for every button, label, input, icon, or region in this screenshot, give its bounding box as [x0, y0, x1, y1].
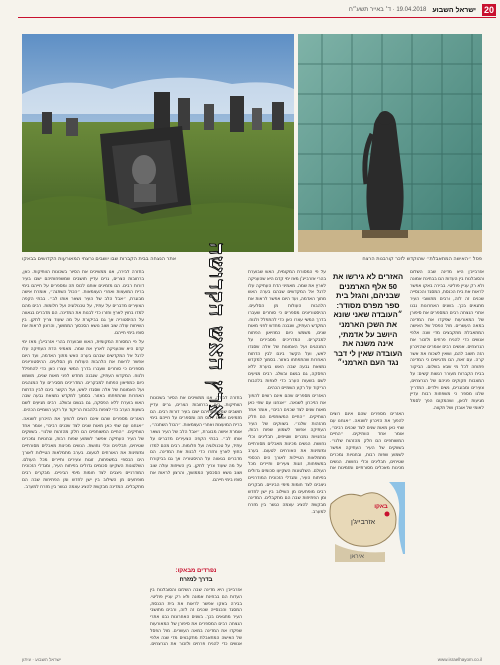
caption-statue: פסל ״האישה המתאבלת״ שהוקדש לזכר קורבנות הרצח — [362, 256, 482, 262]
article-column-5 — [22, 270, 144, 646]
caption-cemetery: אתר הנצחה בבית הקברות שבו יושבים נרצחי המאורעות הקדושים בבאקו — [22, 256, 177, 262]
map-neighbor-label: איראן — [350, 554, 364, 560]
header-rule — [18, 17, 496, 18]
page-number: 20 — [484, 5, 495, 15]
map-capital-label: באקו — [374, 504, 388, 510]
column-text-3: האזרים מספרים שהם אינם רוצים להפוך את הזיכרון לשנאה. ״אנחנו עם שחי כאן מאות שנים לצד שכנים רבים״, אומר אחד הוותיקים. ״החיים המשותפים הם חלק מהזהות שלנו״. בשווקים של העיר העתיקה אפשר לשמוע שפות רבות, ובחנויות נמכרים שטיחים, תבלינים וכלי נחושת. הנשים מכינות מאכלים מסורתיים ומזמינות את האורחים לטעום. בערב מתמלאות הטיילות לאורך הים הכספי במשפחות, זוגות צעירים ותיירים מכל העולם. השלטונות השקיעו סכומים גדולים בפיתוח העיר, ומגדלי הזכוכית המודרניים ניצבים לצד חומות מימי הביניים. מבקרים רבים מופתעים מן השילוב בין ישן לחדש ומן הפתיחות שבה הם מתקבלים. המדינה מבקשת להציג עצמה כגשר בין מזרח למערב. — [22, 416, 144, 490]
article-column-4a — [150, 396, 242, 566]
subhead-first: נפרדים מבאקו: — [175, 568, 217, 574]
column-text: על פי המסורת המקומית, האש שבוערת בהרי אזרבייג'ן מאז ימי קדם היא שהעניקה לארץ את שמה. מאמיני הדת העתיקה עלו לרגל אל המקדשים שבהם בערה האש מתוך האדמה, ועד היום אפשר לראות את הלהבות העולות מן הסלעים. ההיסטוריונים מספרים כי סוחרים שעברו בדרך המשי עצרו כאן כדי להתפלל ולנוח. המקדש העתיק, שנבנה מחדש לפני מאות שנים, משמש כיום כמוזיאון הפתוח למבקרים. המדריכים מסבירים על המנהגים ועל האמונות של אלה שסגדו לאש, ועל הקשר בינם לבין הדתות האחרות שהתפתחו באזור. בסמוך למקדש נמצאת גבעה שבה האש בוערת ללא הפסקה, גם בגשם ובשלג. רבים מגיעים לשם בשעות הערב כדי לצפות בלהבות הריקוד על רקע השמיים הכהים. — [248, 270, 326, 391]
article-column-1 — [410, 270, 484, 646]
vertical-headline — [188, 242, 244, 420]
article-column-3 — [248, 270, 326, 646]
footer-brand: ישראל השבוע · עיתון — [22, 657, 61, 662]
photo-illustration — [22, 34, 482, 252]
page-header — [18, 4, 496, 16]
section-name: ישראל השבוע — [432, 6, 476, 14]
footer-url: www.israelhayom.co.il — [437, 657, 482, 662]
map-graphic — [325, 474, 405, 562]
memorial-statue-photo — [298, 34, 482, 252]
article-column-2a — [330, 412, 404, 472]
column-text-continued: האזרים מספרים שהם אינם רוצים להפוך את הזיכרון לשנאה. ״אנחנו עם שחי כאן מאות שנים לצד שכנים רבים״, אומר אחד הוותיקים. ״החיים המשותפים הם חלק מהזהות שלנו״. בשווקים של העיר העתיקה אפשר לשמוע שפות רבות, ובחנויות נמכרים שטיחים, תבלינים וכלי נחושת. הנשים מכינות מאכלים מסורתיים ומזמינות את האורחים לטעום. בערב מתמלאות הטיילות לאורך הים הכספי במשפחות, זוגות צעירים ותיירים מכל העולם. השלטונות השקיעו סכומים גדולים בפיתוח העיר, ומגדלי הזכוכית המודרניים ניצבים לצד חומות מימי הביניים. מבקרים רבים מופתעים מן השילוב בין ישן לחדש ומן הפתיחות שבה הם מתקבלים. המדינה מבקשת להציג עצמה כגשר בין מזרח למערב. — [248, 394, 326, 515]
article-column-4b — [150, 588, 242, 646]
column-text: אזרבייג'ן היא מדינה שבה השלום והסובלנות בין העדות הם בבחינת אמונה ולא רק עניין פוליטי. בבירה באקו אפשר לראות את בית הכנסת, המסגד והכנסייה שכנים זה לזה, ורבים מתושבי העיר מתגאים בכך. בשנים האחרונות נבנו אתרי הנצחה רבים המספרים את סיפורן של המאורעות שפקדו את המדינה במאה העשרים. מול הפסל של האישה המתאבלת מתקבצים מדי שנה אלפי אנשים כדי להניח פרחים ולזכור את הנרצחים. — [150, 588, 242, 646]
column-text: האזרים מספרים שהם אינם רוצים להפוך את הזיכרון לשנאה. ״אנחנו עם שחי כאן מאות שנים לצד שכנים רבים״, אומר אחד הוותיקים. ״החיים המשותפים הם חלק מהזהות שלנו״. בשווקים של העיר העתיקה אפשר לשמוע שפות רבות, ובחנויות נמכרים שטיחים, תבלינים וכלי נחושת. הנשים מכינות מאכלים מסורתיים ומזמינות את — [330, 412, 404, 472]
pull-quote: האזרים לא גירשו את 50 אלף הארמנים שבניהם, והגזל בית ספר מפרס מסודר: ״העובדה שאני שונא את השכן הארמני היושב על אדמתי, אינה משנה את העובדה שאין לי דבר נגד העם הארמני״ — [332, 272, 404, 368]
headline-text: ארץ האש הקדושה — [203, 242, 229, 420]
column-text: אזרבייג'ן היא מדינה שבה השלום והסובלנות בין העדות הם בבחינת אמונה ולא רק עניין פוליטי. בבירה באקו אפשר לראות את בית הכנסת, המסגד והכנסייה שכנים זה לזה, ורבים מתושבי העיר מתגאים בכך. בשנים האחרונות נבנו אתרי הנצחה רבים המספרים את סיפורן של המאורעות שפקדו את המדינה במאה העשרים. מול הפסל של האישה המתאבלת מתקבצים מדי שנה אלפי אנשים כדי להניח פרחים ולזכור את הנרצחים. אנשים רבים אומרים שהזיכרון הזה חשוב להם, ושאין לשכוח את אשר קרה. עם זאת, הם מדגישים כי המדינה פתוחה לכל מי שבא בשלום. הביקור בבית הקברות מעורר רגשות קשים: על המצבות חקוקים פניהם של הנרצחים, צעירים ומבוגרים, נשים וילדים. המדריך שלנו מספר כי משפחות רבות עדיין מגיעות לכאן, ושהמקום הפך לסמל לאומי של אובדן ושל תקווה. — [410, 270, 484, 411]
photo-spread — [22, 34, 482, 252]
column-text: בחזרה לבירה, אנו ממשיכים את הסיור בשכונות הוותיקות. כאן, ברחובות הצרים, גרים עדיין תושבים שמשפחותיהם ישבו בעיר דורות רבים. הם מזמינים אותנו לכוס תה ומספרים על חייהם בימי ברית המועצות ואחרי העצמאות. ״הכול השתנה״, אומרת אישה מבוגרת, ״אבל הלב של העיר נשאר אותו לב״. בבתי הקפה הצעירים מדברים על עתיד, על טכנולוגיה ועל חלומות. רבים מהם למדו בחוץ לארץ וחזרו כדי לבנות את המדינה. הם מדברים בגאווה על ההיסטוריה אך גם בביקורת על מה שעוד צריך לתקן. בין השיחות עולה שוב ושוב נושא הסכסוך הממושך, והרצון לראות את סופו בימי חייהם. — [150, 396, 242, 483]
map-country-label: אזרבייג'ן — [351, 519, 375, 526]
subhead-second: בדרך למזרח — [179, 577, 213, 583]
cemetery-photo — [22, 34, 294, 252]
page-footer — [22, 657, 482, 662]
column-text-2: על פי המסורת המקומית, האש שבוערת בהרי אזרבייג'ן מאז ימי קדם היא שהעניקה לארץ את שמה. מאמיני הדת העתיקה עלו לרגל אל המקדשים שבהם בערה האש מתוך האדמה, ועד היום אפשר לראות את הלהבות העולות מן הסלעים. ההיסטוריונים מספרים כי סוחרים שעברו בדרך המשי עצרו כאן כדי להתפלל ולנוח. המקדש העתיק, שנבנה מחדש לפני מאות שנים, משמש כיום כמוזיאון הפתוח למבקרים. המדריכים מסבירים על המנהגים ועל האמונות של אלה שסגדו לאש, ועל הקשר בינם לבין הדתות האחרות שהתפתחו באזור. בסמוך למקדש נמצאת גבעה שבה האש בוערת ללא הפסקה, גם בגשם ובשלג. רבים מגיעים לשם בשעות הערב כדי לצפות בלהבות הריקוד על רקע השמיים הכהים. — [22, 339, 144, 413]
issue-date: 19.04.2018 · ד׳ באייר תשע״ח — [348, 7, 427, 13]
column-text: בחזרה לבירה, אנו ממשיכים את הסיור בשכונות הוותיקות. כאן, ברחובות הצרים, גרים עדיין תושבים שמשפחותיהם ישבו בעיר דורות רבים. הם מזמינים אותנו לכוס תה ומספרים על חייהם בימי ברית המועצות ואחרי העצמאות. ״הכול השתנה״, אומרת אישה מבוגרת, ״אבל הלב של העיר נשאר אותו לב״. בבתי הקפה הצעירים מדברים על עתיד, על טכנולוגיה ועל חלומות. רבים מהם למדו בחוץ לארץ וחזרו כדי לבנות את המדינה. הם מדברים בגאווה על ההיסטוריה אך גם בביקורת על מה שעוד צריך לתקן. בין השיחות עולה שוב ושוב נושא הסכסוך הממושך, והרצון לראות את סופו בימי חייהם. — [22, 270, 144, 337]
location-map — [325, 474, 405, 562]
